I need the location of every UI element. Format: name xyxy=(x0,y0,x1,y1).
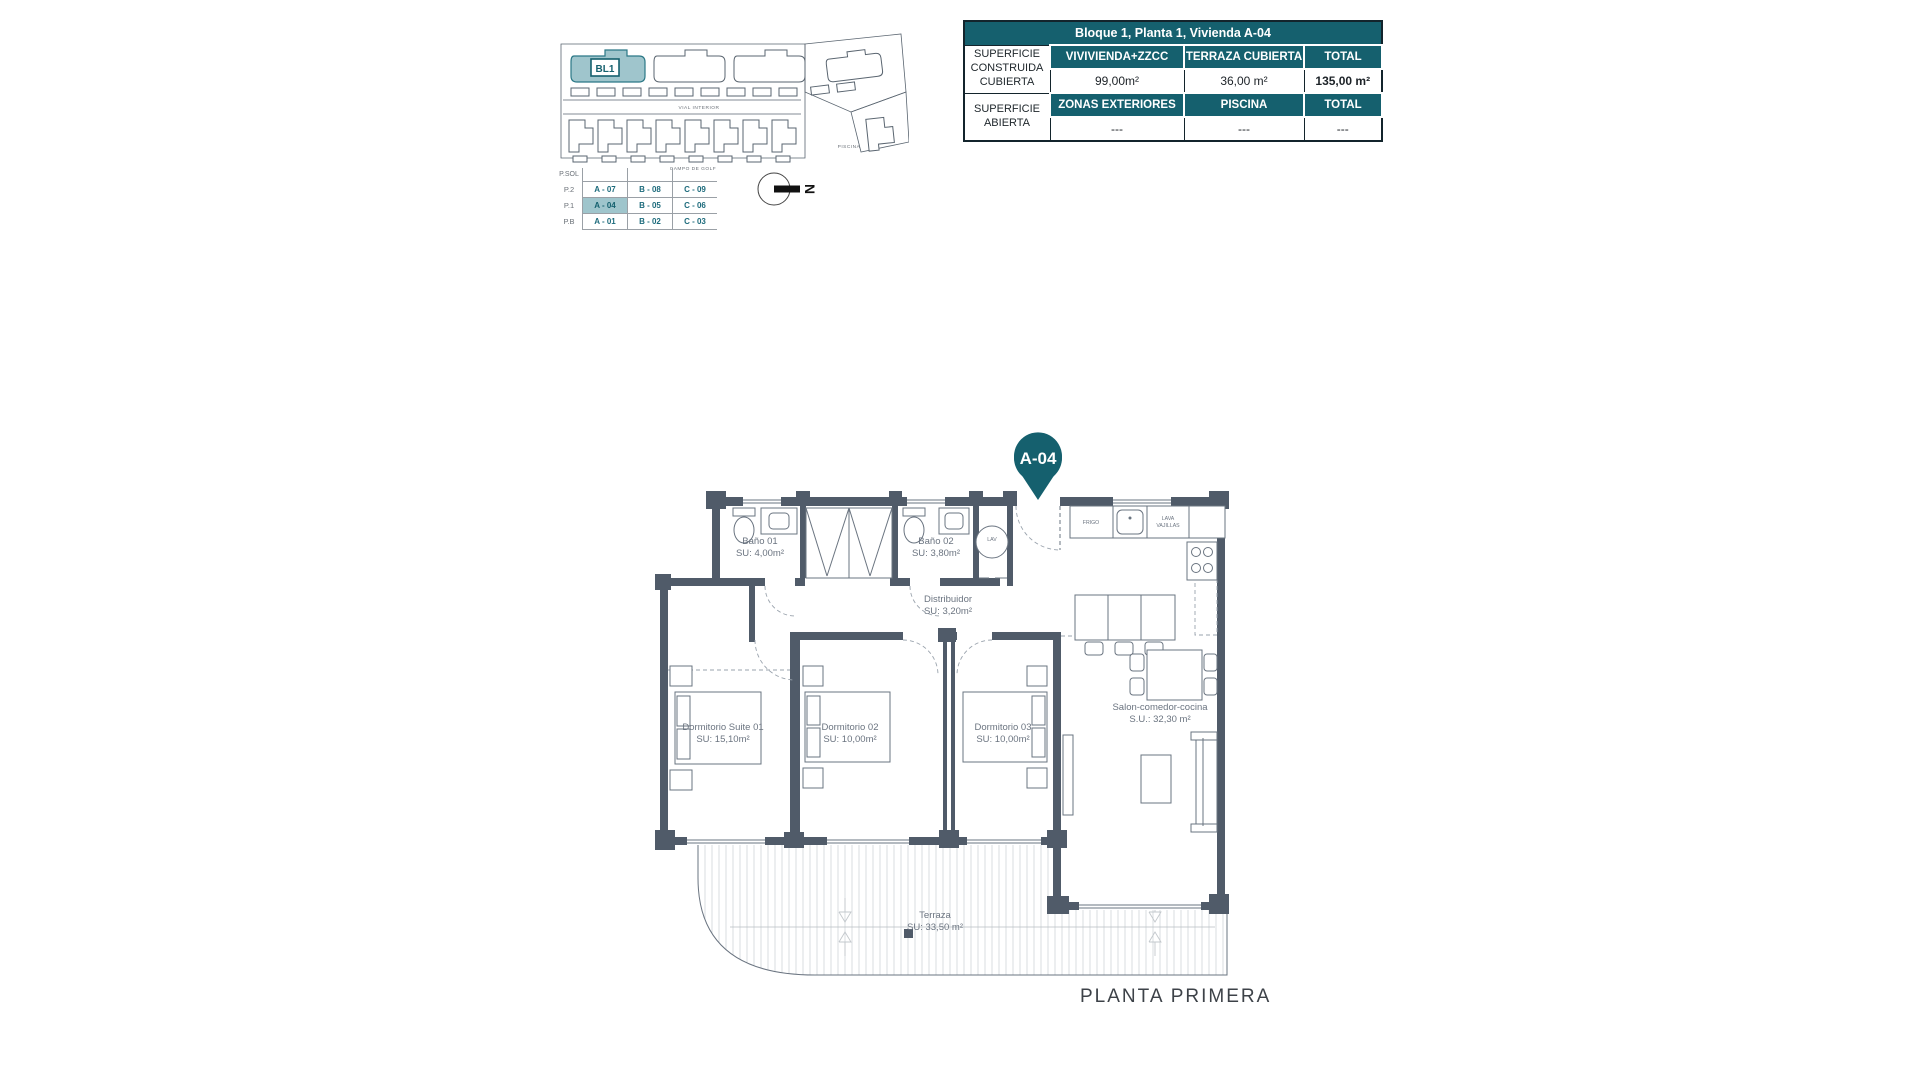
site-building-3 xyxy=(734,50,805,82)
room-dorm3-area: SU: 10,00m² xyxy=(976,734,1030,745)
col-header-zonas: ZONAS EXTERIORES xyxy=(1050,93,1184,117)
unit-cell[interactable]: C - 03 xyxy=(673,214,718,230)
room-bano1-name: Baño 01 xyxy=(742,536,778,547)
fridge-label: FRIGO xyxy=(1082,520,1100,526)
value-total2: --- xyxy=(1304,117,1382,141)
floor-row-label: P.1 xyxy=(563,201,575,210)
floor-unit-table xyxy=(556,168,717,230)
room-dorm2-name: Dormitorio 02 xyxy=(821,722,879,733)
room-bano2-area: SU: 3,80m² xyxy=(911,548,961,559)
unit-cell[interactable]: A - 07 xyxy=(583,182,628,198)
col-header-vivienda: VIVIVIENDA+ZZCC xyxy=(1050,45,1184,69)
unit-cell[interactable]: B - 02 xyxy=(628,214,673,230)
unit-cell[interactable]: A - 01 xyxy=(583,214,628,230)
dining-set xyxy=(1130,650,1217,700)
row-label-superficie-abierta: SUPERFICIE ABIERTA xyxy=(964,93,1050,141)
floor-plan xyxy=(655,430,1245,990)
room-suite-name: Dormitorio Suite 01 xyxy=(682,722,764,733)
unit-pin-icon[interactable] xyxy=(1014,432,1062,500)
value-zonas: --- xyxy=(1050,117,1184,141)
value-total: 135,00 m² xyxy=(1304,69,1382,93)
room-salon-name: Salon-comedor-cocina xyxy=(1112,702,1208,713)
road-label: VIAL INTERIOR xyxy=(678,106,720,111)
surface-info-table xyxy=(963,20,1383,142)
room-bano1-area: SU: 4,00m² xyxy=(735,548,785,559)
info-table-title: Bloque 1, Planta 1, Vivienda A-04 xyxy=(964,21,1382,45)
north-label: N xyxy=(802,183,818,195)
dishwasher-label-1: LAVA xyxy=(1161,516,1175,522)
value-piscina: --- xyxy=(1184,117,1304,141)
room-salon-area: S.U.: 32,30 m² xyxy=(1129,714,1191,725)
room-dorm2-area: SU: 10,00m² xyxy=(823,734,877,745)
unit-cell[interactable]: B - 08 xyxy=(628,182,673,198)
room-terraza-name: Terraza xyxy=(919,910,951,921)
site-garages xyxy=(571,82,855,96)
living-furniture xyxy=(1063,732,1217,832)
site-building-2 xyxy=(654,50,725,82)
col-header-piscina: PISCINA xyxy=(1184,93,1304,117)
site-building-bl1[interactable] xyxy=(571,50,645,82)
floor-row-label: P.B xyxy=(563,217,575,226)
plan-caption: PLANTA PRIMERA xyxy=(1080,986,1272,1007)
col-header-total: TOTAL xyxy=(1304,45,1382,69)
washer-label: LAV xyxy=(987,537,997,543)
room-distribuidor-name: Distribuidor xyxy=(923,594,973,605)
unit-cell-selected[interactable]: A - 04 xyxy=(583,198,628,214)
dishwasher-label-2: VAJILLAS xyxy=(1156,523,1180,529)
golf-label: CAMPO DE GOLF xyxy=(669,167,717,172)
value-vivienda: 99,00m² xyxy=(1050,69,1184,93)
wardrobes xyxy=(806,508,892,578)
floor-table-header: P.SOL xyxy=(556,168,583,182)
laundry-fixture xyxy=(976,526,1008,578)
unit-cell[interactable]: C - 09 xyxy=(673,182,718,198)
floor-row-label: P.2 xyxy=(563,185,575,194)
unit-cell[interactable]: C - 06 xyxy=(673,198,718,214)
room-terraza-area: SU: 33,50 m² xyxy=(907,922,963,933)
site-plan xyxy=(549,30,909,175)
row-label-superficie-construida: SUPERFICIE CONSTRUIDA CUBIERTA xyxy=(964,45,1050,93)
value-terraza: 36,00 m² xyxy=(1184,69,1304,93)
room-distribuidor-area: SU: 3,20m² xyxy=(923,606,973,617)
site-building-4 xyxy=(825,48,883,82)
kitchen-fixtures xyxy=(1070,506,1225,655)
room-suite-area: SU: 15,10m² xyxy=(696,734,750,745)
north-arrow-icon xyxy=(750,160,826,220)
col-header-terraza: TERRAZA CUBIERTA xyxy=(1184,45,1304,69)
col-header-total2: TOTAL xyxy=(1304,93,1382,117)
room-dorm3-name: Dormitorio 03 xyxy=(974,722,1032,733)
pool-label: PISCINA xyxy=(837,145,861,150)
bl1-label: BL1 xyxy=(595,64,615,75)
site-houses xyxy=(569,117,895,162)
unit-cell[interactable]: B - 05 xyxy=(628,198,673,214)
unit-pin-label: A-04 xyxy=(1019,449,1057,468)
room-bano2-name: Baño 02 xyxy=(918,536,954,547)
